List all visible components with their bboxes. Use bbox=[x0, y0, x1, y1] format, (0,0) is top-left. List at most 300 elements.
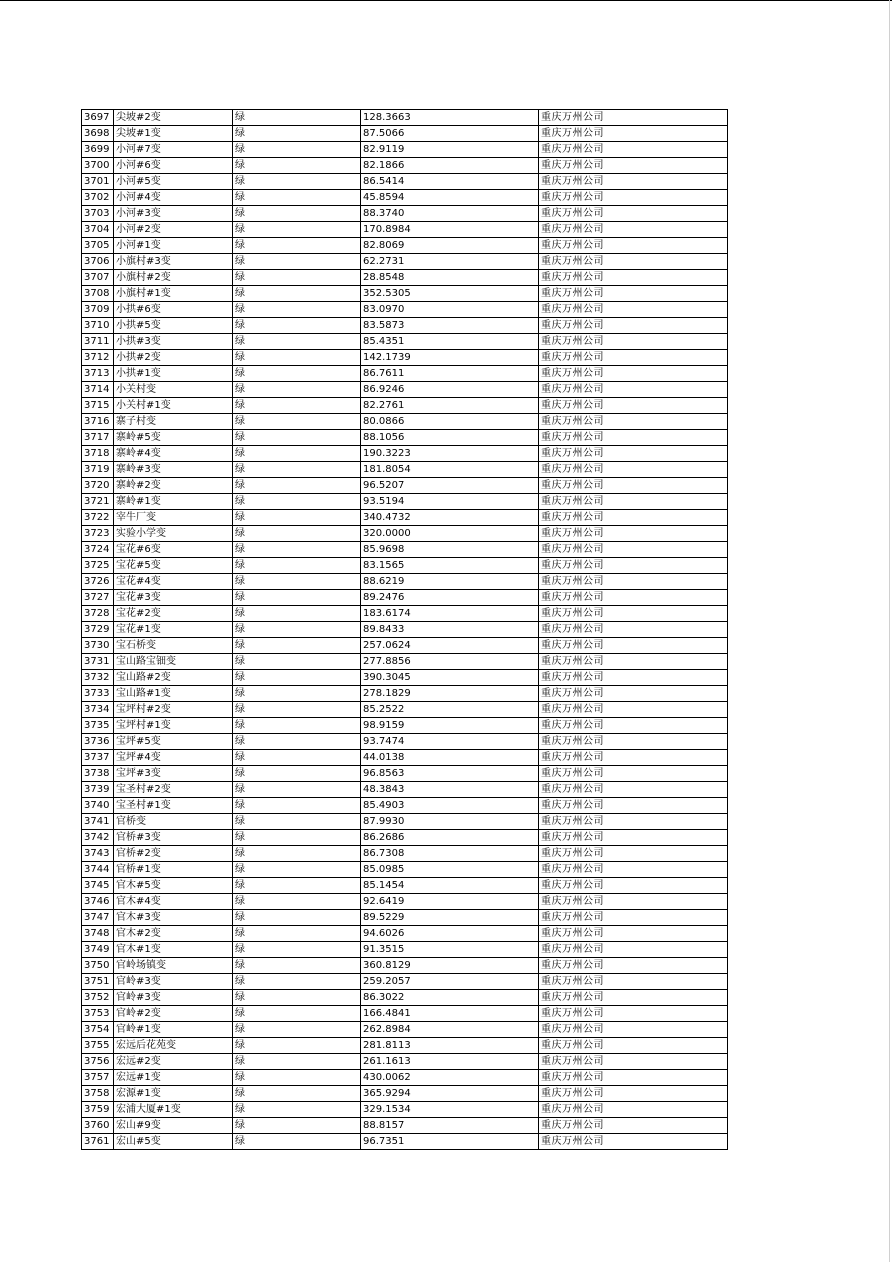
table-row bbox=[82, 1070, 728, 1086]
company-cell: 重庆万州公司 bbox=[539, 942, 728, 958]
row-id-cell: 3727 bbox=[82, 590, 114, 606]
row-id-cell: 3720 bbox=[82, 478, 114, 494]
table-row bbox=[82, 862, 728, 878]
company-cell: 重庆万州公司 bbox=[539, 142, 728, 158]
company-cell: 重庆万州公司 bbox=[539, 910, 728, 926]
value-cell: 86.5414 bbox=[361, 174, 539, 190]
row-id-cell: 3752 bbox=[82, 990, 114, 1006]
status-cell: 绿 bbox=[233, 430, 361, 446]
table-row bbox=[82, 430, 728, 446]
table-row bbox=[82, 366, 728, 382]
company-cell: 重庆万州公司 bbox=[539, 110, 728, 126]
value-cell: 277.8856 bbox=[361, 654, 539, 670]
table-row bbox=[82, 478, 728, 494]
value-cell: 96.8563 bbox=[361, 766, 539, 782]
row-id-cell: 3746 bbox=[82, 894, 114, 910]
status-cell: 绿 bbox=[233, 494, 361, 510]
row-id-cell: 3710 bbox=[82, 318, 114, 334]
company-cell: 重庆万州公司 bbox=[539, 350, 728, 366]
transformer-name-cell: 寨子村变 bbox=[114, 414, 233, 430]
table-row bbox=[82, 414, 728, 430]
company-cell: 重庆万州公司 bbox=[539, 990, 728, 1006]
table-row bbox=[82, 750, 728, 766]
transformer-name-cell: 官木#4变 bbox=[114, 894, 233, 910]
row-id-cell: 3722 bbox=[82, 510, 114, 526]
table-row bbox=[82, 638, 728, 654]
row-id-cell: 3708 bbox=[82, 286, 114, 302]
transformer-name-cell: 小河#1变 bbox=[114, 238, 233, 254]
table-row bbox=[82, 942, 728, 958]
status-cell: 绿 bbox=[233, 910, 361, 926]
row-id-cell: 3719 bbox=[82, 462, 114, 478]
table-row bbox=[82, 590, 728, 606]
company-cell: 重庆万州公司 bbox=[539, 766, 728, 782]
status-cell: 绿 bbox=[233, 254, 361, 270]
value-cell: 85.4903 bbox=[361, 798, 539, 814]
transformer-name-cell: 寨岭#1变 bbox=[114, 494, 233, 510]
row-id-cell: 3715 bbox=[82, 398, 114, 414]
transformer-name-cell: 寨岭#2变 bbox=[114, 478, 233, 494]
row-id-cell: 3706 bbox=[82, 254, 114, 270]
value-cell: 91.3515 bbox=[361, 942, 539, 958]
status-cell: 绿 bbox=[233, 606, 361, 622]
company-cell: 重庆万州公司 bbox=[539, 270, 728, 286]
transformer-name-cell: 小河#2变 bbox=[114, 222, 233, 238]
transformer-name-cell: 宝坪村#1变 bbox=[114, 718, 233, 734]
status-cell: 绿 bbox=[233, 1086, 361, 1102]
company-cell: 重庆万州公司 bbox=[539, 462, 728, 478]
transformer-name-cell: 宝石桥变 bbox=[114, 638, 233, 654]
table-row bbox=[82, 302, 728, 318]
table-row bbox=[82, 494, 728, 510]
value-cell: 352.5305 bbox=[361, 286, 539, 302]
transformer-name-cell: 小河#3变 bbox=[114, 206, 233, 222]
row-id-cell: 3740 bbox=[82, 798, 114, 814]
status-cell: 绿 bbox=[233, 126, 361, 142]
row-id-cell: 3744 bbox=[82, 862, 114, 878]
transformer-name-cell: 小旗村#3变 bbox=[114, 254, 233, 270]
company-cell: 重庆万州公司 bbox=[539, 302, 728, 318]
value-cell: 86.7308 bbox=[361, 846, 539, 862]
value-cell: 98.9159 bbox=[361, 718, 539, 734]
company-cell: 重庆万州公司 bbox=[539, 1086, 728, 1102]
table-row bbox=[82, 910, 728, 926]
status-cell: 绿 bbox=[233, 830, 361, 846]
table-row bbox=[82, 1006, 728, 1022]
table-row bbox=[82, 254, 728, 270]
table-row bbox=[82, 926, 728, 942]
status-cell: 绿 bbox=[233, 878, 361, 894]
table-row bbox=[82, 1038, 728, 1054]
row-id-cell: 3750 bbox=[82, 958, 114, 974]
status-cell: 绿 bbox=[233, 174, 361, 190]
transformer-name-cell: 宏远后花苑变 bbox=[114, 1038, 233, 1054]
company-cell: 重庆万州公司 bbox=[539, 670, 728, 686]
company-cell: 重庆万州公司 bbox=[539, 894, 728, 910]
company-cell: 重庆万州公司 bbox=[539, 1022, 728, 1038]
status-cell: 绿 bbox=[233, 990, 361, 1006]
company-cell: 重庆万州公司 bbox=[539, 1118, 728, 1134]
table-row bbox=[82, 718, 728, 734]
transformer-name-cell: 寨岭#4变 bbox=[114, 446, 233, 462]
status-cell: 绿 bbox=[233, 766, 361, 782]
table-row bbox=[82, 814, 728, 830]
transformer-name-cell: 官岭#1变 bbox=[114, 1022, 233, 1038]
company-cell: 重庆万州公司 bbox=[539, 254, 728, 270]
status-cell: 绿 bbox=[233, 398, 361, 414]
company-cell: 重庆万州公司 bbox=[539, 366, 728, 382]
row-id-cell: 3743 bbox=[82, 846, 114, 862]
table-row bbox=[82, 1118, 728, 1134]
table-row bbox=[82, 1086, 728, 1102]
value-cell: 85.4351 bbox=[361, 334, 539, 350]
value-cell: 170.8984 bbox=[361, 222, 539, 238]
company-cell: 重庆万州公司 bbox=[539, 782, 728, 798]
row-id-cell: 3716 bbox=[82, 414, 114, 430]
status-cell: 绿 bbox=[233, 286, 361, 302]
table-row bbox=[82, 766, 728, 782]
value-cell: 83.5873 bbox=[361, 318, 539, 334]
table-row bbox=[82, 702, 728, 718]
row-id-cell: 3749 bbox=[82, 942, 114, 958]
value-cell: 166.4841 bbox=[361, 1006, 539, 1022]
value-cell: 86.2686 bbox=[361, 830, 539, 846]
status-cell: 绿 bbox=[233, 670, 361, 686]
transformer-name-cell: 官木#5变 bbox=[114, 878, 233, 894]
status-cell: 绿 bbox=[233, 542, 361, 558]
transformer-name-cell: 官木#2变 bbox=[114, 926, 233, 942]
company-cell: 重庆万州公司 bbox=[539, 718, 728, 734]
table-row bbox=[82, 270, 728, 286]
transformer-name-cell: 宏山#5变 bbox=[114, 1134, 233, 1150]
company-cell: 重庆万州公司 bbox=[539, 206, 728, 222]
row-id-cell: 3726 bbox=[82, 574, 114, 590]
table-row bbox=[82, 446, 728, 462]
value-cell: 82.9119 bbox=[361, 142, 539, 158]
status-cell: 绿 bbox=[233, 926, 361, 942]
row-id-cell: 3698 bbox=[82, 126, 114, 142]
table-row bbox=[82, 830, 728, 846]
table-row bbox=[82, 142, 728, 158]
row-id-cell: 3754 bbox=[82, 1022, 114, 1038]
value-cell: 83.1565 bbox=[361, 558, 539, 574]
transformer-name-cell: 官岭场镇变 bbox=[114, 958, 233, 974]
value-cell: 28.8548 bbox=[361, 270, 539, 286]
status-cell: 绿 bbox=[233, 638, 361, 654]
transformer-name-cell: 官桥#3变 bbox=[114, 830, 233, 846]
value-cell: 89.2476 bbox=[361, 590, 539, 606]
status-cell: 绿 bbox=[233, 654, 361, 670]
transformer-name-cell: 尖坡#1变 bbox=[114, 126, 233, 142]
value-cell: 80.0866 bbox=[361, 414, 539, 430]
row-id-cell: 3737 bbox=[82, 750, 114, 766]
transformer-name-cell: 宏源#1变 bbox=[114, 1086, 233, 1102]
transformer-name-cell: 小关村#1变 bbox=[114, 398, 233, 414]
row-id-cell: 3735 bbox=[82, 718, 114, 734]
status-cell: 绿 bbox=[233, 302, 361, 318]
status-cell: 绿 bbox=[233, 942, 361, 958]
row-id-cell: 3709 bbox=[82, 302, 114, 318]
table-row bbox=[82, 1022, 728, 1038]
value-cell: 329.1534 bbox=[361, 1102, 539, 1118]
status-cell: 绿 bbox=[233, 894, 361, 910]
status-cell: 绿 bbox=[233, 814, 361, 830]
value-cell: 390.3045 bbox=[361, 670, 539, 686]
value-cell: 89.5229 bbox=[361, 910, 539, 926]
status-cell: 绿 bbox=[233, 238, 361, 254]
transformer-name-cell: 宝花#5变 bbox=[114, 558, 233, 574]
company-cell: 重庆万州公司 bbox=[539, 878, 728, 894]
transformer-name-cell: 官岭#2变 bbox=[114, 1006, 233, 1022]
value-cell: 44.0138 bbox=[361, 750, 539, 766]
row-id-cell: 3721 bbox=[82, 494, 114, 510]
value-cell: 128.3663 bbox=[361, 110, 539, 126]
transformer-name-cell: 小旗村#2变 bbox=[114, 270, 233, 286]
value-cell: 85.9698 bbox=[361, 542, 539, 558]
status-cell: 绿 bbox=[233, 574, 361, 590]
row-id-cell: 3728 bbox=[82, 606, 114, 622]
transformer-name-cell: 小拱#2变 bbox=[114, 350, 233, 366]
value-cell: 340.4732 bbox=[361, 510, 539, 526]
status-cell: 绿 bbox=[233, 1102, 361, 1118]
status-cell: 绿 bbox=[233, 318, 361, 334]
transformer-data-table bbox=[81, 109, 728, 1150]
table-row bbox=[82, 382, 728, 398]
status-cell: 绿 bbox=[233, 622, 361, 638]
company-cell: 重庆万州公司 bbox=[539, 174, 728, 190]
table-row bbox=[82, 206, 728, 222]
value-cell: 262.8984 bbox=[361, 1022, 539, 1038]
row-id-cell: 3760 bbox=[82, 1118, 114, 1134]
company-cell: 重庆万州公司 bbox=[539, 590, 728, 606]
transformer-name-cell: 官岭#3变 bbox=[114, 990, 233, 1006]
table-row bbox=[82, 878, 728, 894]
table-row bbox=[82, 126, 728, 142]
row-id-cell: 3713 bbox=[82, 366, 114, 382]
company-cell: 重庆万州公司 bbox=[539, 126, 728, 142]
row-id-cell: 3724 bbox=[82, 542, 114, 558]
value-cell: 83.0970 bbox=[361, 302, 539, 318]
table-row bbox=[82, 670, 728, 686]
table-row bbox=[82, 510, 728, 526]
value-cell: 88.6219 bbox=[361, 574, 539, 590]
value-cell: 320.0000 bbox=[361, 526, 539, 542]
company-cell: 重庆万州公司 bbox=[539, 926, 728, 942]
company-cell: 重庆万州公司 bbox=[539, 1134, 728, 1150]
row-id-cell: 3736 bbox=[82, 734, 114, 750]
table-row bbox=[82, 958, 728, 974]
table-row bbox=[82, 286, 728, 302]
transformer-name-cell: 宏远#2变 bbox=[114, 1054, 233, 1070]
transformer-name-cell: 小关村变 bbox=[114, 382, 233, 398]
row-id-cell: 3757 bbox=[82, 1070, 114, 1086]
row-id-cell: 3732 bbox=[82, 670, 114, 686]
status-cell: 绿 bbox=[233, 206, 361, 222]
status-cell: 绿 bbox=[233, 190, 361, 206]
company-cell: 重庆万州公司 bbox=[539, 686, 728, 702]
table-row bbox=[82, 1054, 728, 1070]
transformer-name-cell: 宝坪村#2变 bbox=[114, 702, 233, 718]
row-id-cell: 3697 bbox=[82, 110, 114, 126]
page-right-edge bbox=[889, 0, 890, 1262]
transformer-name-cell: 小河#4变 bbox=[114, 190, 233, 206]
row-id-cell: 3756 bbox=[82, 1054, 114, 1070]
row-id-cell: 3742 bbox=[82, 830, 114, 846]
status-cell: 绿 bbox=[233, 526, 361, 542]
company-cell: 重庆万州公司 bbox=[539, 558, 728, 574]
row-id-cell: 3702 bbox=[82, 190, 114, 206]
table-row bbox=[82, 1102, 728, 1118]
status-cell: 绿 bbox=[233, 446, 361, 462]
status-cell: 绿 bbox=[233, 1006, 361, 1022]
value-cell: 48.3843 bbox=[361, 782, 539, 798]
company-cell: 重庆万州公司 bbox=[539, 382, 728, 398]
company-cell: 重庆万州公司 bbox=[539, 1070, 728, 1086]
row-id-cell: 3751 bbox=[82, 974, 114, 990]
company-cell: 重庆万州公司 bbox=[539, 478, 728, 494]
row-id-cell: 3725 bbox=[82, 558, 114, 574]
value-cell: 85.1454 bbox=[361, 878, 539, 894]
status-cell: 绿 bbox=[233, 1134, 361, 1150]
company-cell: 重庆万州公司 bbox=[539, 430, 728, 446]
company-cell: 重庆万州公司 bbox=[539, 334, 728, 350]
status-cell: 绿 bbox=[233, 958, 361, 974]
table-row bbox=[82, 542, 728, 558]
value-cell: 190.3223 bbox=[361, 446, 539, 462]
company-cell: 重庆万州公司 bbox=[539, 1038, 728, 1054]
transformer-name-cell: 宝花#2变 bbox=[114, 606, 233, 622]
table-row bbox=[82, 894, 728, 910]
row-id-cell: 3701 bbox=[82, 174, 114, 190]
transformer-name-cell: 宝坪#4变 bbox=[114, 750, 233, 766]
row-id-cell: 3729 bbox=[82, 622, 114, 638]
transformer-name-cell: 小拱#3变 bbox=[114, 334, 233, 350]
company-cell: 重庆万州公司 bbox=[539, 286, 728, 302]
value-cell: 142.1739 bbox=[361, 350, 539, 366]
status-cell: 绿 bbox=[233, 366, 361, 382]
row-id-cell: 3703 bbox=[82, 206, 114, 222]
transformer-name-cell: 宰牛厂变 bbox=[114, 510, 233, 526]
row-id-cell: 3759 bbox=[82, 1102, 114, 1118]
row-id-cell: 3731 bbox=[82, 654, 114, 670]
company-cell: 重庆万州公司 bbox=[539, 638, 728, 654]
company-cell: 重庆万州公司 bbox=[539, 622, 728, 638]
table-body bbox=[82, 110, 728, 1150]
value-cell: 88.8157 bbox=[361, 1118, 539, 1134]
value-cell: 86.7611 bbox=[361, 366, 539, 382]
value-cell: 430.0062 bbox=[361, 1070, 539, 1086]
table-row bbox=[82, 350, 728, 366]
transformer-name-cell: 宝山路#2变 bbox=[114, 670, 233, 686]
transformer-name-cell: 官岭#3变 bbox=[114, 974, 233, 990]
company-cell: 重庆万州公司 bbox=[539, 846, 728, 862]
status-cell: 绿 bbox=[233, 142, 361, 158]
transformer-name-cell: 宏山#9变 bbox=[114, 1118, 233, 1134]
company-cell: 重庆万州公司 bbox=[539, 814, 728, 830]
table-row bbox=[82, 1134, 728, 1150]
company-cell: 重庆万州公司 bbox=[539, 1102, 728, 1118]
value-cell: 96.7351 bbox=[361, 1134, 539, 1150]
value-cell: 257.0624 bbox=[361, 638, 539, 654]
table-row bbox=[82, 558, 728, 574]
transformer-name-cell: 小旗村#1变 bbox=[114, 286, 233, 302]
value-cell: 85.0985 bbox=[361, 862, 539, 878]
transformer-name-cell: 宝圣村#2变 bbox=[114, 782, 233, 798]
transformer-name-cell: 宝山路#1变 bbox=[114, 686, 233, 702]
transformer-name-cell: 寨岭#3变 bbox=[114, 462, 233, 478]
status-cell: 绿 bbox=[233, 350, 361, 366]
transformer-name-cell: 宝花#6变 bbox=[114, 542, 233, 558]
status-cell: 绿 bbox=[233, 862, 361, 878]
value-cell: 360.8129 bbox=[361, 958, 539, 974]
table-row bbox=[82, 782, 728, 798]
value-cell: 89.8433 bbox=[361, 622, 539, 638]
row-id-cell: 3723 bbox=[82, 526, 114, 542]
company-cell: 重庆万州公司 bbox=[539, 494, 728, 510]
table-row bbox=[82, 462, 728, 478]
status-cell: 绿 bbox=[233, 1070, 361, 1086]
status-cell: 绿 bbox=[233, 750, 361, 766]
table-row bbox=[82, 686, 728, 702]
company-cell: 重庆万州公司 bbox=[539, 542, 728, 558]
value-cell: 261.1613 bbox=[361, 1054, 539, 1070]
company-cell: 重庆万州公司 bbox=[539, 318, 728, 334]
status-cell: 绿 bbox=[233, 686, 361, 702]
transformer-name-cell: 宏浦大厦#1变 bbox=[114, 1102, 233, 1118]
row-id-cell: 3714 bbox=[82, 382, 114, 398]
row-id-cell: 3705 bbox=[82, 238, 114, 254]
status-cell: 绿 bbox=[233, 718, 361, 734]
value-cell: 365.9294 bbox=[361, 1086, 539, 1102]
transformer-name-cell: 官木#3变 bbox=[114, 910, 233, 926]
status-cell: 绿 bbox=[233, 798, 361, 814]
transformer-name-cell: 宝圣村#1变 bbox=[114, 798, 233, 814]
status-cell: 绿 bbox=[233, 334, 361, 350]
transformer-name-cell: 宝花#1变 bbox=[114, 622, 233, 638]
table-row bbox=[82, 222, 728, 238]
transformer-name-cell: 官桥#1变 bbox=[114, 862, 233, 878]
value-cell: 45.8594 bbox=[361, 190, 539, 206]
status-cell: 绿 bbox=[233, 974, 361, 990]
row-id-cell: 3747 bbox=[82, 910, 114, 926]
status-cell: 绿 bbox=[233, 270, 361, 286]
transformer-name-cell: 官桥#2变 bbox=[114, 846, 233, 862]
company-cell: 重庆万州公司 bbox=[539, 190, 728, 206]
transformer-name-cell: 小拱#5变 bbox=[114, 318, 233, 334]
transformer-name-cell: 官木#1变 bbox=[114, 942, 233, 958]
value-cell: 88.3740 bbox=[361, 206, 539, 222]
page-top-border bbox=[0, 0, 892, 1]
table-row bbox=[82, 110, 728, 126]
table-row bbox=[82, 334, 728, 350]
company-cell: 重庆万州公司 bbox=[539, 862, 728, 878]
status-cell: 绿 bbox=[233, 1022, 361, 1038]
company-cell: 重庆万州公司 bbox=[539, 510, 728, 526]
status-cell: 绿 bbox=[233, 782, 361, 798]
value-cell: 87.5066 bbox=[361, 126, 539, 142]
company-cell: 重庆万州公司 bbox=[539, 526, 728, 542]
row-id-cell: 3717 bbox=[82, 430, 114, 446]
table-row bbox=[82, 990, 728, 1006]
value-cell: 85.2522 bbox=[361, 702, 539, 718]
company-cell: 重庆万州公司 bbox=[539, 654, 728, 670]
transformer-name-cell: 小拱#1变 bbox=[114, 366, 233, 382]
value-cell: 82.1866 bbox=[361, 158, 539, 174]
table-row bbox=[82, 622, 728, 638]
company-cell: 重庆万州公司 bbox=[539, 830, 728, 846]
row-id-cell: 3712 bbox=[82, 350, 114, 366]
company-cell: 重庆万州公司 bbox=[539, 798, 728, 814]
